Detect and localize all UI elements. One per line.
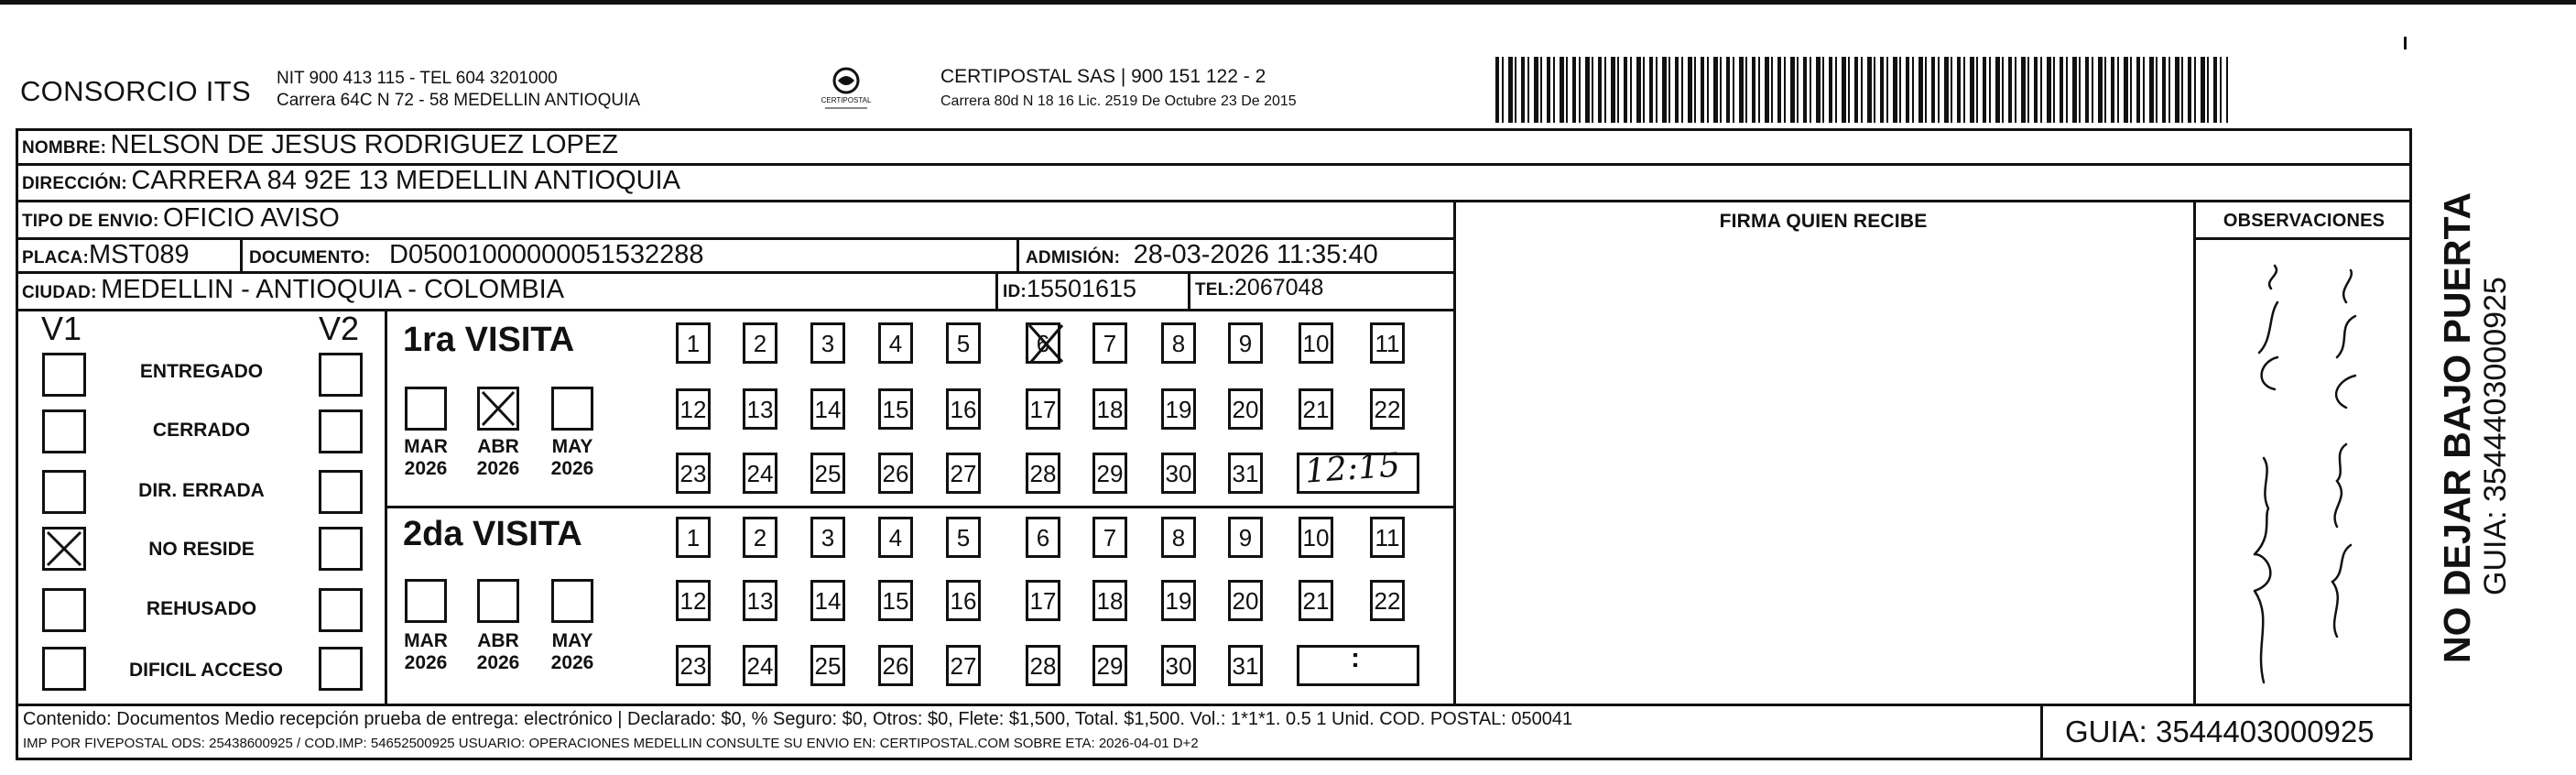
visit2-day-29[interactable] [1092,645,1127,686]
visit2-day-22[interactable] [1370,580,1405,621]
visit2-day-16[interactable] [946,580,981,621]
visit2-day-label: 30 [1165,652,1192,680]
carrier-line: CERTIPOSTAL SAS | 900 151 122 - 2 [940,66,1266,87]
visit2-day-label: 23 [679,652,707,680]
visit2-day-label: 9 [1238,524,1253,551]
visit2-time: : [1351,643,1360,673]
tel-label: TEL: [1195,280,1235,300]
visit1-day-31[interactable] [1228,453,1263,494]
footer-guia: GUIA: 3544403000925 [2065,715,2375,748]
visit2-month-may-box[interactable] [551,579,593,623]
visit2-day-30[interactable] [1161,645,1196,686]
v1-rehusado-box[interactable] [42,588,86,632]
visit1-month-may: MAY [551,436,593,457]
v1-dificil-acceso-box[interactable] [42,647,86,691]
visit1-month-abr: ABR [477,436,519,457]
visit2-day-20[interactable] [1228,580,1263,621]
visit1-day-21[interactable] [1299,388,1333,430]
visit1-day-label: 18 [1096,396,1124,423]
visit1-day-28[interactable] [1026,453,1060,494]
visit1-day-16[interactable] [946,388,981,430]
certipostal-logo [818,66,875,114]
tel-row [1195,275,1323,301]
visit2-day-label: 24 [746,652,774,680]
visit2-day-label: 3 [821,524,835,551]
side-no-dejar: NO DEJAR BAJO PUERTA [2436,191,2478,663]
nombre-row [22,130,618,160]
visit1-day-label: 20 [1232,396,1259,423]
visit1-day-10[interactable] [1299,322,1333,364]
tipo-value: OFICIO AVISO [163,203,340,233]
visit1-day-8[interactable] [1161,322,1196,364]
tipo-label: TIPO DE ENVIO: [22,212,159,231]
visit2-month-may: MAY [551,630,593,651]
visit2-day-11[interactable] [1370,517,1405,558]
visit1-day-label: 15 [882,396,909,423]
visit2-day-label: 29 [1096,652,1124,680]
visit2-year-mar: 2026 [404,652,448,673]
visit2-day-label: 18 [1096,587,1124,615]
visit1-day-12[interactable] [676,388,711,430]
placa-row [22,240,190,270]
visit2-day-label: 12 [679,587,707,615]
observation-handwriting [2200,252,2408,701]
visit2-day-label: 6 [1036,524,1050,551]
visit1-day-3[interactable] [810,322,845,364]
visit1-day-label: 6 [1036,330,1050,357]
visit2-day-label: 15 [882,587,909,615]
admision-value: 28-03-2026 11:35:40 [1133,240,1378,269]
visit2-day-6[interactable] [1026,517,1060,558]
visit1-day-29[interactable] [1092,453,1127,494]
visit2-day-label: 17 [1029,587,1057,615]
visit2-day-label: 7 [1103,524,1117,551]
ciudad-label: CIUDAD: [22,283,97,302]
visit1-day-label: 5 [956,330,971,357]
top-rule [0,0,2576,5]
company-nit: NIT 900 413 115 - TEL 604 3201000 [277,69,558,88]
visit2-day-12[interactable] [676,580,711,621]
visit1-day-label: 27 [950,460,977,487]
placa-label: PLACA: [22,248,89,267]
visit1-year-abr: 2026 [476,458,520,479]
svg-text:CERTIPOSTAL: CERTIPOSTAL [821,96,872,104]
documento-row [249,240,704,270]
v2-no-reside-box[interactable] [319,527,363,571]
visit2-day-10[interactable] [1299,517,1333,558]
visit1-day-30[interactable] [1161,453,1196,494]
visit1-day-7[interactable] [1092,322,1127,364]
visit1-day-20[interactable] [1228,388,1263,430]
visit1-day-label: 1 [686,330,701,357]
visit1-day-label: 13 [746,396,774,423]
nombre-label: NOMBRE: [22,138,107,158]
side-guia: GUIA: 3544403000925 [2478,277,2513,595]
visit1-day-11[interactable] [1370,322,1405,364]
v1-entregado-box[interactable] [42,353,86,397]
visit2-day-label: 22 [1374,587,1401,615]
v2-dificil-acceso-box[interactable] [319,647,363,691]
direccion-row [22,166,680,196]
tipo-row [22,203,340,234]
visit1-day-15[interactable] [878,388,913,430]
visit2-day-26[interactable] [878,645,913,686]
reason-cerrado: CERRADO [152,420,251,441]
visit1-day-label: 29 [1096,460,1124,487]
visit2-day-9[interactable] [1228,517,1263,558]
visit1-day-label: 28 [1029,460,1057,487]
visit2-day-21[interactable] [1299,580,1333,621]
visit2-day-23[interactable] [676,645,711,686]
visit1-day-6-check-mark [1026,322,1066,366]
tel-value: 2067048 [1234,275,1324,300]
visit2-day-14[interactable] [810,580,845,621]
visit1-day-label: 10 [1302,330,1330,357]
visit1-day-14[interactable] [810,388,845,430]
visit2-year-abr: 2026 [476,652,520,673]
visit2-day-label: 8 [1171,524,1186,551]
visit1-day-27[interactable] [946,453,981,494]
visit1-day-label: 22 [1374,396,1401,423]
visit2-day-label: 5 [956,524,971,551]
v2-dir-errada-box[interactable] [319,470,363,514]
visit2-day-label: 13 [746,587,774,615]
visit1-month-may-box[interactable] [551,387,593,431]
visit1-abr-check-mark [477,387,519,431]
v1-label: V1 [41,310,82,347]
visit2-day-label: 14 [814,587,842,615]
visit1-day-13[interactable] [743,388,777,430]
visit1-day-23[interactable] [676,453,711,494]
nombre-value: NELSON DE JESUS RODRIGUEZ LOPEZ [110,130,618,159]
visit1-day-label: 2 [753,330,767,357]
visit2-year-may: 2026 [550,652,594,673]
visit2-day-4[interactable] [878,517,913,558]
visit1-day-label: 31 [1232,460,1259,487]
reason-dir-errada: DIR. ERRADA [138,480,265,501]
reason-no-reside: NO RESIDE [148,539,255,560]
visit2-day-19[interactable] [1161,580,1196,621]
visit2-day-label: 31 [1232,652,1259,680]
reason-rehusado: REHUSADO [146,598,257,619]
visit1-month-mar: MAR [404,436,448,457]
admision-row [1026,240,1378,270]
visit2-day-label: 21 [1302,587,1330,615]
visit2-day-27[interactable] [946,645,981,686]
visit1-month-mar-box[interactable] [405,387,447,431]
visit2-day-24[interactable] [743,645,777,686]
visit1-day-label: 21 [1302,396,1330,423]
visit1-day-4[interactable] [878,322,913,364]
visit2-day-label: 25 [814,652,842,680]
visit1-day-label: 26 [882,460,909,487]
firma-label: FIRMA QUIEN RECIBE [1719,211,1928,232]
visit2-day-label: 10 [1302,524,1330,551]
visit1-day-5[interactable] [946,322,981,364]
visit1-day-label: 17 [1029,396,1057,423]
v2-cerrado-box[interactable] [319,409,363,453]
reason-dificil-acceso: DIFICIL ACCESO [128,660,283,681]
visit1-time: 12:15 [1303,446,1402,491]
visit1-year-mar: 2026 [404,458,448,479]
company-name: CONSORCIO ITS [20,75,251,107]
visit1-day-17[interactable] [1026,388,1060,430]
visit2-day-label: 11 [1375,524,1400,551]
visit2-month-mar: MAR [404,630,448,651]
visit1-day-19[interactable] [1161,388,1196,430]
v2-entregado-box[interactable] [319,353,363,397]
visit1-title: 1ra VISITA [403,321,575,359]
visit1-day-label: 16 [950,396,977,423]
direccion-label: DIRECCIÓN: [22,174,127,193]
visit2-day-5[interactable] [946,517,981,558]
visit2-month-abr: ABR [477,630,519,651]
carrier-address: Carrera 80d N 18 16 Lic. 2519 De Octubre 23 De 2015 [940,93,1297,109]
visit1-day-label: 25 [814,460,842,487]
visit2-day-17[interactable] [1026,580,1060,621]
footer-imp: IMP POR FIVEPOSTAL ODS: 25438600925 / COD.IMP: 54652500925 USUARIO: OPERACIONES MEDELLIN CONSULTE SU ENVIO EN: CERTIPOSTAL.COM SOBRE ETA: 2026-04-01 D+2 [23,736,1199,751]
visit2-day-13[interactable] [743,580,777,621]
visit1-day-label: 3 [821,330,835,357]
visit2-day-15[interactable] [878,580,913,621]
visit2-day-25[interactable] [810,645,845,686]
visit1-day-label: 24 [746,460,774,487]
visit1-day-9[interactable] [1228,322,1263,364]
visit1-day-label: 4 [888,330,903,357]
visit2-month-abr-box[interactable] [477,579,519,623]
visit1-day-label: 12 [679,396,707,423]
visit1-day-label: 14 [814,396,842,423]
reason-entregado: ENTREGADO [139,361,264,382]
visit1-day-18[interactable] [1092,388,1127,430]
top-tick [2404,37,2407,49]
visit2-day-label: 16 [950,587,977,615]
v2-rehusado-box[interactable] [319,588,363,632]
visit1-day-26[interactable] [878,453,913,494]
visit2-day-18[interactable] [1092,580,1127,621]
visit1-day-label: 11 [1375,330,1400,357]
visit2-day-2[interactable] [743,517,777,558]
visit1-day-2[interactable] [743,322,777,364]
visit2-day-8[interactable] [1161,517,1196,558]
v1-cerrado-box[interactable] [42,409,86,453]
observaciones-label: OBSERVACIONES [2223,211,2386,231]
v1-no-reside-check-mark [42,527,86,571]
visit1-day-25[interactable] [810,453,845,494]
ciudad-value: MEDELLIN - ANTIOQUIA - COLOMBIA [101,275,565,304]
visit1-day-label: 23 [679,460,707,487]
visit1-year-may: 2026 [550,458,594,479]
visit2-day-label: 2 [753,524,767,551]
visit2-day-label: 28 [1029,652,1057,680]
visit2-day-label: 1 [686,524,701,551]
v2-label: V2 [319,310,360,347]
visit2-day-label: 27 [950,652,977,680]
visit1-day-22[interactable] [1370,388,1405,430]
id-label: ID: [1003,282,1027,301]
visit1-day-label: 8 [1171,330,1186,357]
documento-value: D05001000000051532288 [389,240,704,269]
visit1-day-label: 30 [1165,460,1192,487]
footer-contenido: Contenido: Documentos Medio recepción prueba de entrega: electrónico | Declarado: $0, % Seguro: $0, Otros: $0, Flete: $1,500, Total. $1,500. Vol.: 1*1*1. 0.5 1 Unid. COD. POSTAL: 050041 [23,709,1573,729]
visit2-day-1[interactable] [676,517,711,558]
visit2-day-7[interactable] [1092,517,1127,558]
visit1-day-24[interactable] [743,453,777,494]
visit1-day-1[interactable] [676,322,711,364]
visit2-month-mar-box[interactable] [405,579,447,623]
visit2-day-label: 4 [888,524,903,551]
documento-label: DOCUMENTO: [249,248,371,267]
visit2-day-label: 26 [882,652,909,680]
visit2-day-3[interactable] [810,517,845,558]
id-value: 15501615 [1026,275,1137,302]
company-address: Carrera 64C N 72 - 58 MEDELLIN ANTIOQUIA [277,91,641,110]
direccion-value: CARRERA 84 92E 13 MEDELLIN ANTIOQUIA [131,166,680,195]
placa-value: MST089 [88,240,190,269]
visit1-day-label: 7 [1103,330,1117,357]
visit1-day-label: 19 [1165,396,1192,423]
admision-label: ADMISIÓN: [1026,248,1121,267]
visit2-day-label: 20 [1232,587,1259,615]
visit2-day-28[interactable] [1026,645,1060,686]
visit1-day-label: 9 [1238,330,1253,357]
barcode [1495,57,2228,123]
visit2-day-label: 19 [1165,587,1192,615]
v1-dir-errada-box[interactable] [42,470,86,514]
ciudad-row [22,275,564,305]
visit2-title: 2da VISITA [403,515,582,553]
visit2-day-31[interactable] [1228,645,1263,686]
id-row [1003,275,1136,303]
